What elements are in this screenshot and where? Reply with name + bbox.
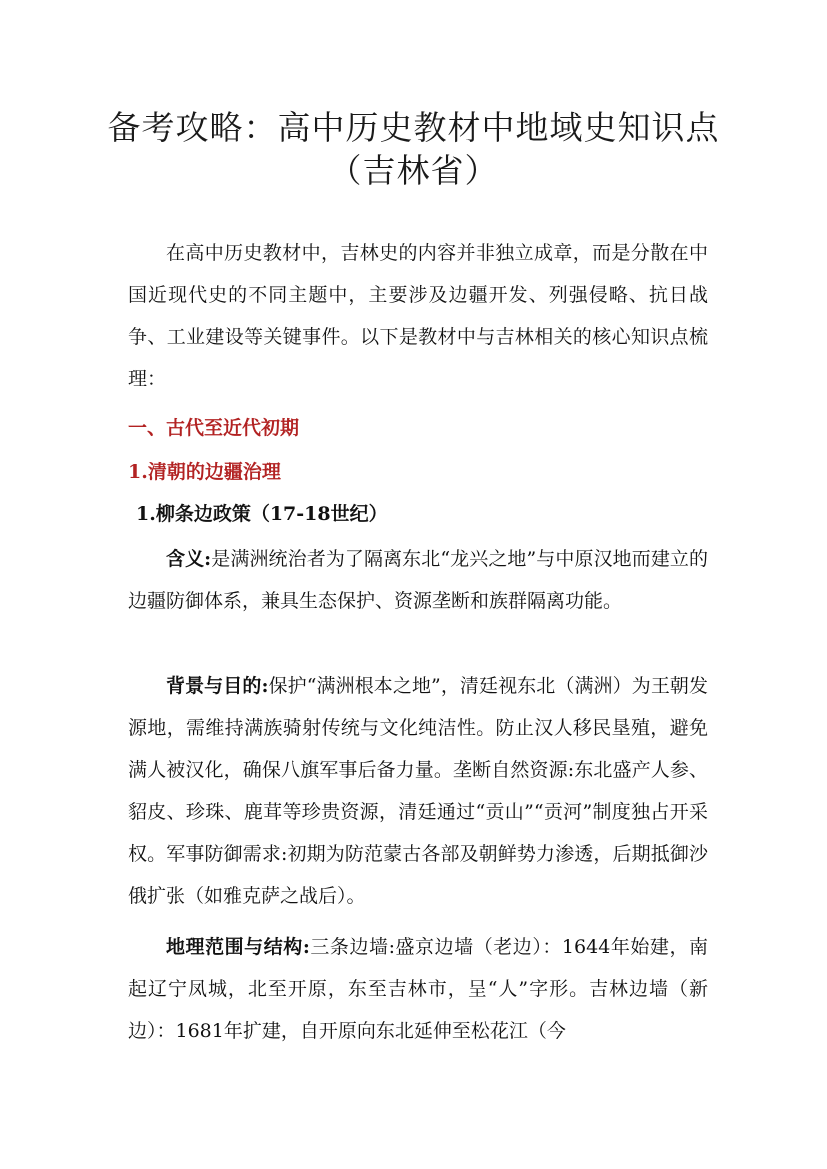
item-heading: 1.柳条边政策（17-18世纪）: [136, 503, 388, 525]
background-paragraph: [128, 665, 708, 917]
definition-paragraph: [128, 538, 708, 622]
background-text: 保护“满洲根本之地”，清廷视东北（满洲）为王朝发源地，需维持满族骑射传统与文化纯洁性。防止汉人移民垦殖，避免满人被汉化，确保八旗军事后备力量。垄断自然资源:东北盛产人参、貂皮、珍珠、鹿茸等珍贵资源，清廷通过“贡山”“贡河”制度独占开采权。军事防御需求:初期为防范蒙古各部及朝鲜势力渗透，后期抵御沙俄扩张（如雅克萨之战后）。: [128, 675, 708, 907]
subsection-heading: 1.清朝的边疆治理: [128, 461, 281, 483]
background-label: 背景与目的:: [166, 675, 269, 697]
geography-label: 地理范围与结构:: [166, 936, 310, 958]
definition-text: 是满洲统治者为了隔离东北“龙兴之地”与中原汉地而建立的边疆防御体系，兼具生态保护、资源垄断和族群隔离功能。: [128, 548, 709, 612]
intro-paragraph: 在高中历史教材中，吉林史的内容并非独立成章，而是分散在中国近现代史的不同主题中，主要涉及边疆开发、列强侵略、抗日战争、工业建设等关键事件。以下是教材中与吉林相关的核心知识点梳理：: [128, 242, 708, 390]
document-title: 备考攻略：高中历史教材中地域史知识点: [107, 111, 720, 147]
document-title-province: （吉林省）: [328, 154, 499, 190]
geography-paragraph: [128, 926, 708, 1052]
definition-label: 含义:: [166, 548, 212, 570]
geography-text: 三条边墙:盛京边墙（老边）：1644年始建，南起辽宁凤城，北至开原，东至吉林市，呈“人”字形。吉林边墙（新边）：1681年扩建，自开原向东北延伸至松花江（今: [128, 936, 709, 1042]
section-heading: 一、古代至近代初期: [128, 417, 300, 439]
